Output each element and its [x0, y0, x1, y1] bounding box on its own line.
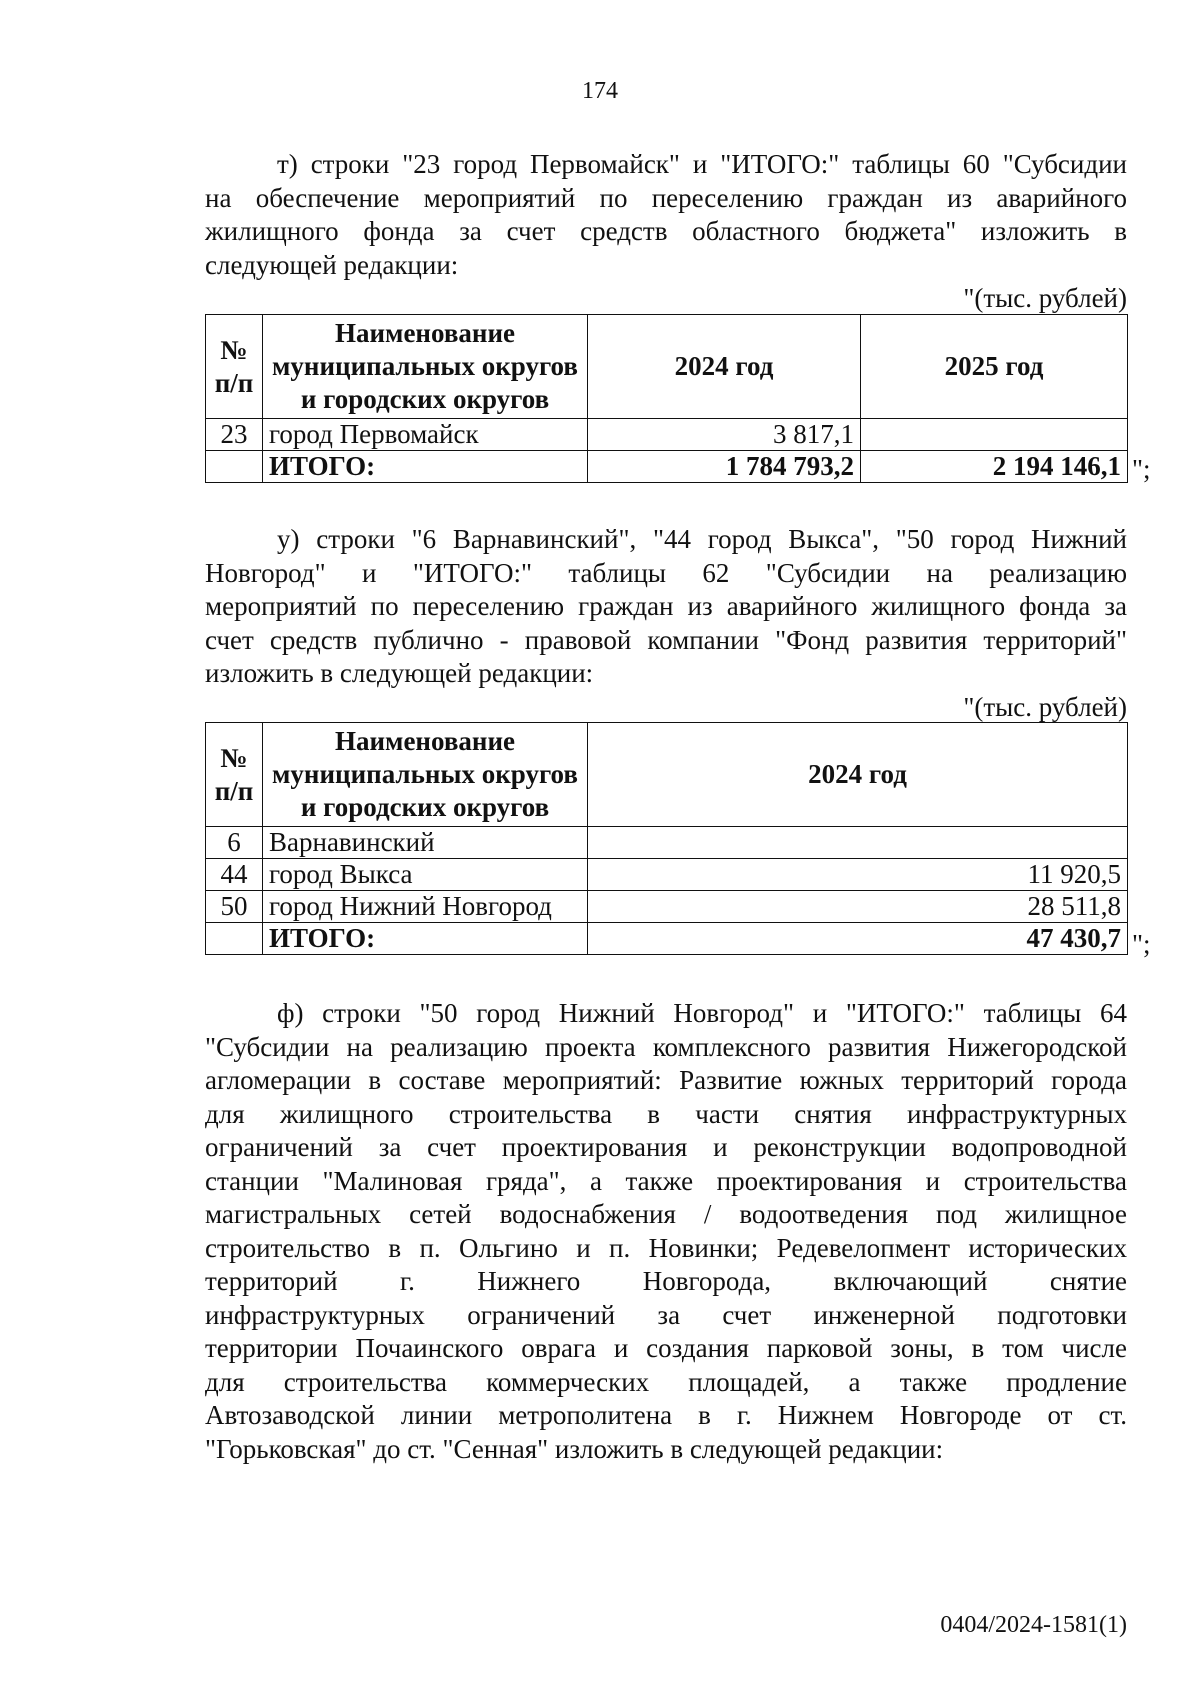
table-row	[206, 891, 1128, 923]
table-header-row	[206, 723, 1128, 827]
unit-label: "(тыс. рублей)	[963, 283, 1127, 313]
table-62	[205, 722, 1128, 955]
text-line: у) строки "6 Варнавинский", "44 город Выкса", "50 город Нижний	[277, 524, 1127, 554]
row-2025: 2 194 146,1	[861, 451, 1128, 483]
text-line: жилищного фонда за счет средств областного бюджета" изложить в	[205, 216, 1127, 246]
section-f-text	[205, 997, 1127, 1466]
row-num	[206, 923, 263, 955]
table-row	[206, 419, 1128, 451]
text-line: агломерации в составе мероприятий: Развитие южных территорий города	[205, 1065, 1127, 1095]
text-line: магистральных сетей водоснабжения / водоотведения под жилищное	[205, 1199, 1127, 1229]
text-line: инфраструктурных ограничений за счет инженерной подготовки	[205, 1299, 1127, 1330]
table-row	[206, 859, 1128, 891]
table-header-row	[206, 315, 1128, 419]
text-line: изложить в следующей редакции:	[205, 658, 594, 688]
row-2024: 3 817,1	[588, 419, 861, 451]
row-num: 23	[206, 419, 263, 451]
page-number: 174	[582, 78, 618, 104]
header-2024: 2024 год	[588, 315, 861, 419]
row-num: 50	[206, 891, 263, 923]
text-line: территорий г. Нижнего Новгорода, включающий снятие	[205, 1266, 1127, 1296]
table-60	[205, 314, 1128, 483]
unit-label: "(тыс. рублей)	[963, 692, 1127, 722]
text-line: "Горьковская" до ст. "Сенная" изложить в следующей редакции:	[205, 1433, 944, 1464]
header-name: Наименование муниципальных округов и городских округов	[263, 723, 588, 827]
row-name: город Первомайск	[263, 419, 588, 451]
text-line: т) строки "23 город Первомайск" и "ИТОГО:" таблицы 60 "Субсидии	[277, 149, 1127, 179]
row-name: город Нижний Новгород	[263, 891, 588, 923]
row-name: ИТОГО:	[263, 923, 588, 955]
row-2025	[861, 419, 1128, 451]
closing-quote: ";	[1132, 454, 1151, 484]
text-line: мероприятий по переселению граждан из аварийного жилищного фонда за	[205, 591, 1127, 621]
table-total-row	[206, 451, 1128, 483]
section-u-text	[205, 523, 1127, 691]
row-2024: 11 920,5	[588, 859, 1128, 891]
row-num: 44	[206, 859, 263, 891]
row-num: 6	[206, 827, 263, 859]
text-line: "Субсидии на реализацию проекта комплексного развития Нижегородской	[205, 1031, 1127, 1062]
row-2024: 28 511,8	[588, 891, 1128, 923]
text-line: для жилищного строительства в части снятия инфраструктурных	[205, 1098, 1127, 1129]
text-line: ф) строки "50 город Нижний Новгород" и "ИТОГО:" таблицы 64	[277, 998, 1127, 1028]
text-line: строительство в п. Ольгино и п. Новинки; Редевелопмент исторических	[205, 1232, 1127, 1263]
row-2024: 47 430,7	[588, 923, 1128, 955]
row-name: ИТОГО:	[263, 451, 588, 483]
document-code: 0404/2024-1581(1)	[940, 1612, 1127, 1638]
header-2025: 2025 год	[861, 315, 1128, 419]
table-total-row	[206, 923, 1128, 955]
closing-quote: ";	[1132, 929, 1151, 959]
header-name: Наименование муниципальных округов и городских округов	[263, 315, 588, 419]
row-2024: 1 784 793,2	[588, 451, 861, 483]
header-2024: 2024 год	[588, 723, 1128, 827]
text-line: территории Почаинского оврага и создания парковой зоны, в том числе	[205, 1333, 1127, 1363]
text-line: Новгород" и "ИТОГО:" таблицы 62 "Субсидии на реализацию	[205, 557, 1127, 588]
header-num: № п/п	[206, 723, 263, 827]
text-line: следующей редакции:	[205, 249, 459, 280]
text-line: Автозаводской линии метрополитена в г. Нижнем Новгороде от ст.	[205, 1400, 1127, 1430]
text-line: на обеспечение мероприятий по переселению граждан из аварийного	[205, 182, 1127, 213]
row-num	[206, 451, 263, 483]
text-line: счет средств публично - правовой компании "Фонд развития территорий"	[205, 624, 1127, 655]
section-t-text	[205, 148, 1127, 282]
row-name: город Выкса	[263, 859, 588, 891]
row-2024	[588, 827, 1128, 859]
text-line: станции "Малиновая гряда", а также проектирования и строительства	[205, 1165, 1127, 1196]
row-name: Варнавинский	[263, 827, 588, 859]
table-row	[206, 827, 1128, 859]
header-num: № п/п	[206, 315, 263, 419]
text-line: ограничений за счет проектирования и реконструкции водопроводной	[205, 1132, 1127, 1162]
text-line: для строительства коммерческих площадей, а также продление	[205, 1366, 1127, 1397]
